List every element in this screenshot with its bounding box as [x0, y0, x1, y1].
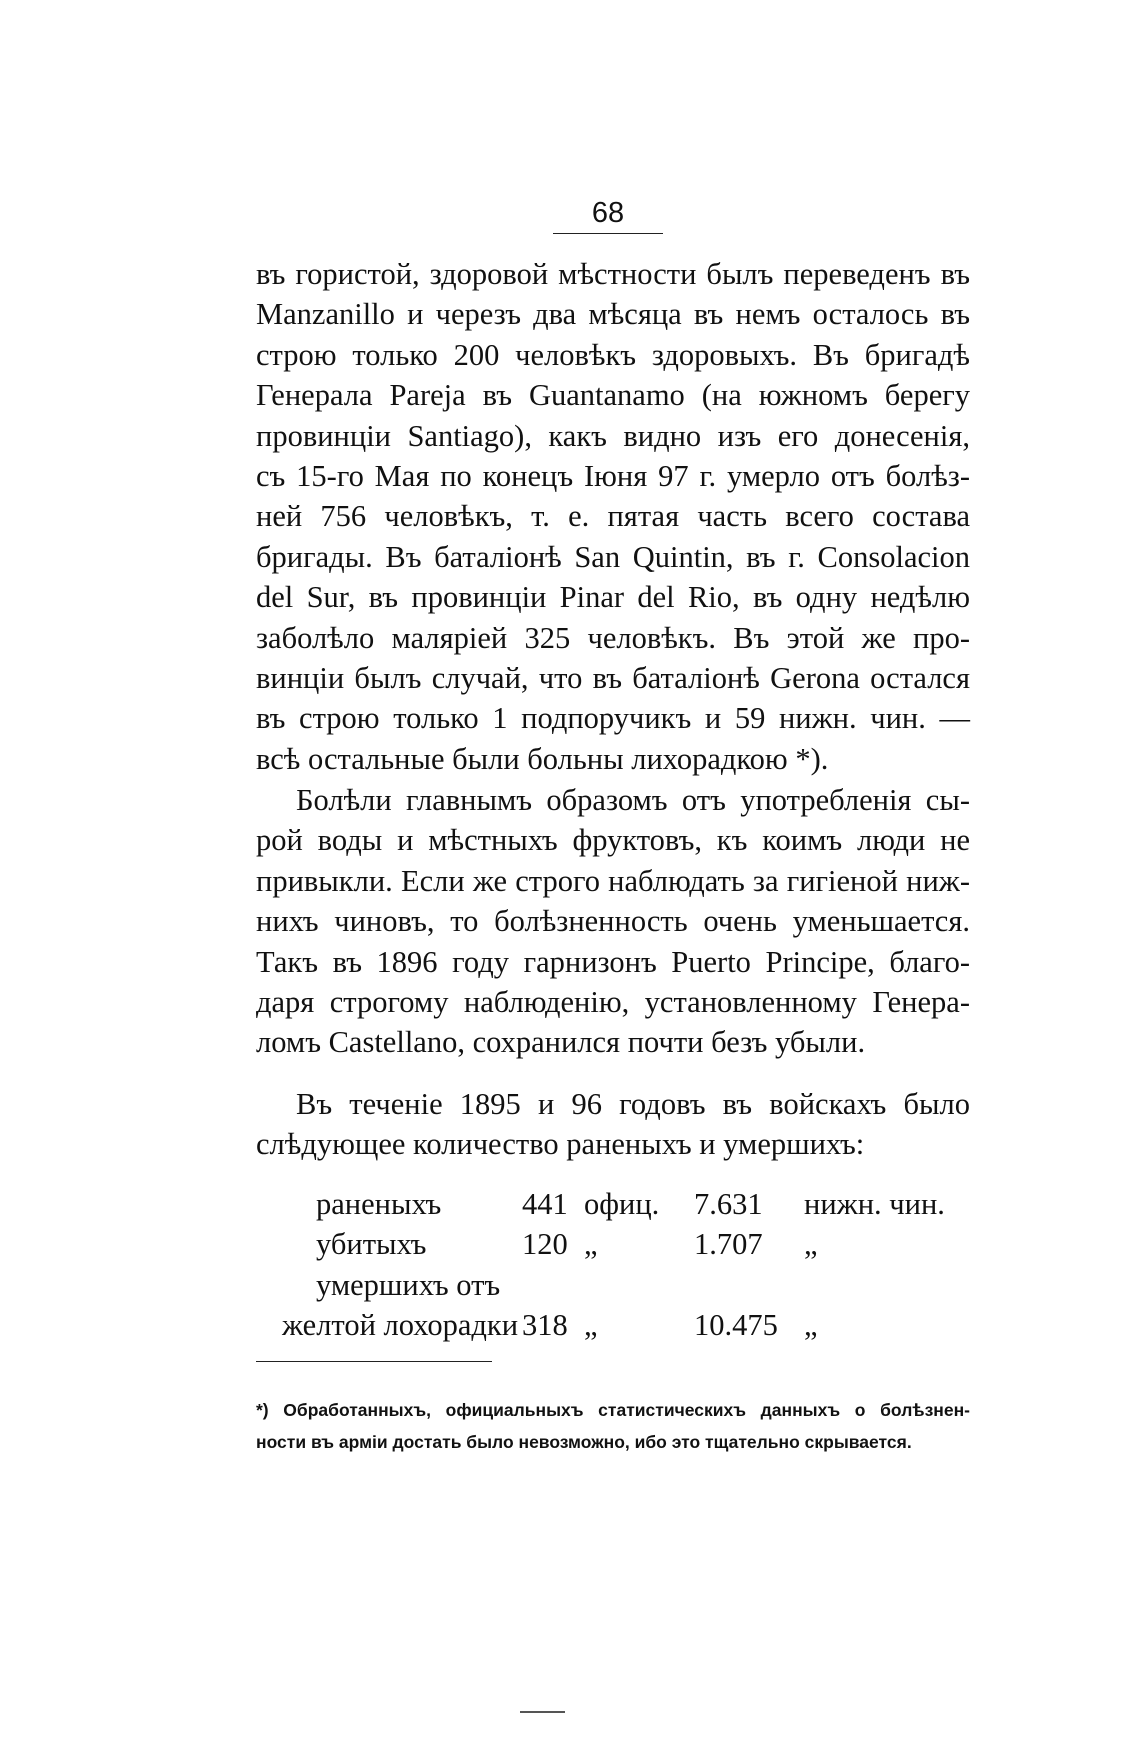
- footnote-rule: [256, 1361, 492, 1362]
- row-label: умершихъ отъ: [316, 1267, 501, 1302]
- text-line: съ 15-го Мая по конецъ Іюня 97 г. умерло отъ болѣз-: [256, 459, 970, 494]
- text-line: всѣ остальные были больны лихорадкою *).: [256, 741, 829, 776]
- text-line: въ строю только 1 подпоручикъ и 59 нижн. чин. —: [256, 701, 970, 736]
- text-line: рой воды и мѣстныхъ фруктовъ, къ коимъ люди не: [256, 823, 970, 858]
- text-line: даря строгому наблюденію, установленному Генера-: [256, 985, 970, 1020]
- text-line: привыкли. Если же строго наблюдать за гигіеной ниж-: [256, 863, 970, 898]
- officers-count: 441: [522, 1187, 568, 1221]
- text-line: нихъ чиновъ, то болѣзненность очень уменьшается.: [256, 904, 970, 939]
- text-line: Такъ въ 1896 году гарнизонъ Puerto Principe, благо-: [256, 944, 970, 979]
- officers-unit: „: [584, 1227, 598, 1262]
- ranks-count: 10.475: [694, 1308, 778, 1343]
- footnote: [256, 1394, 970, 1458]
- text-line: бригады. Въ баталіонѣ San Quintin, въ г. Consolacion: [256, 539, 970, 574]
- row-label: убитыхъ: [316, 1227, 427, 1262]
- text-line: Въ теченіе 1895 и 96 годовъ въ войскахъ было: [296, 1087, 970, 1121]
- text-line: винціи былъ случай, что въ баталіонѣ Gerona остался: [256, 661, 970, 696]
- text-line: del Sur, въ провинціи Pinar del Rio, въ одну недѣлю: [256, 580, 970, 615]
- paragraph-3: [256, 1084, 970, 1165]
- text-line: въ гористой, здоровой мѣстности былъ переведенъ въ: [256, 257, 970, 291]
- text-line: ней 756 человѣкъ, т. е. пятая часть всего состава: [256, 499, 970, 534]
- ranks-unit: нижн. чин.: [804, 1187, 945, 1221]
- text-line: Болѣли главнымъ образомъ отъ употребленія сы-: [296, 783, 970, 817]
- text-line: строю только 200 человѣкъ здоровыхъ. Въ бригадѣ: [256, 337, 970, 372]
- footnote-line: *) Обработанныхъ, официальныхъ статистическихъ данныхъ о болѣзнен-: [256, 1400, 970, 1420]
- page-number-rule: [553, 233, 663, 234]
- text-line: слѣдующее количество раненыхъ и умершихъ:: [256, 1127, 865, 1162]
- ranks-count: 1.707: [694, 1227, 763, 1262]
- footnote-line: ности въ арміи достать было невозможно, ибо это тщательно скрывается.: [256, 1432, 912, 1452]
- row-label: желтой лохорадки: [282, 1308, 519, 1343]
- text-line: ломъ Castellano, сохранился почти безъ убыли.: [256, 1025, 866, 1060]
- officers-unit: „: [584, 1308, 598, 1343]
- ranks-unit: „: [804, 1308, 818, 1343]
- text-line: Manzanillo и черезъ два мѣсяца въ немъ осталось въ: [256, 297, 970, 332]
- paragraph-1: [256, 254, 970, 779]
- officers-unit: офиц.: [584, 1187, 660, 1221]
- ranks-unit: „: [804, 1227, 818, 1262]
- officers-count: 318: [522, 1308, 568, 1343]
- text-line: заболѣло маляріей 325 человѣкъ. Въ этой же про-: [256, 620, 970, 655]
- text-line: провинціи Santiago), какъ видно изъ его донесенія,: [256, 418, 970, 453]
- row-label: раненыхъ: [316, 1187, 442, 1221]
- bottom-signature-mark: [520, 1711, 565, 1713]
- paragraph-2: [256, 780, 970, 1063]
- page-number: 68: [591, 197, 625, 229]
- officers-count: 120: [522, 1227, 568, 1262]
- text-line: Генерала Pareja въ Guantanamo (на южномъ берегу: [256, 378, 970, 413]
- ranks-count: 7.631: [694, 1187, 763, 1221]
